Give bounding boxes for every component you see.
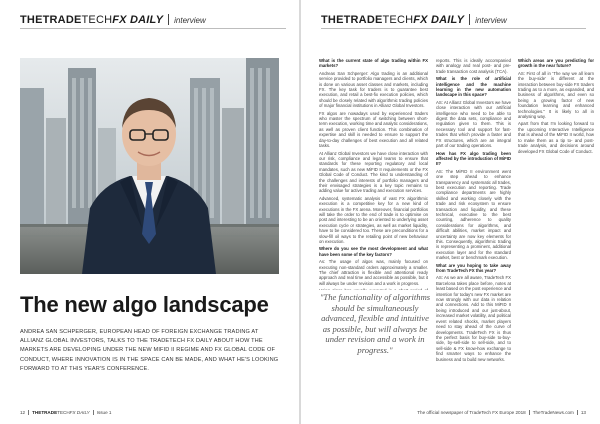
pull-quote: "The functionality of algorithms should be simultaneously advanced, flexible and intuitive as possible, but will always be under revision and a work in progress." (319, 292, 431, 355)
left-page-header (20, 12, 286, 26)
footer-divider (529, 410, 530, 415)
publication-logo: THETRADETECHFX DAILY (321, 14, 465, 26)
question-paragraph: What are you hoping to take away from TradeTech FX this year? (436, 262, 511, 274)
question-paragraph: What is the current state of algo trading within FX markets? (319, 58, 428, 69)
question-paragraph: Where do you see the most development and what have been some of the key factors? (319, 246, 428, 257)
page-number: 13 (580, 410, 586, 415)
header-rule (321, 28, 586, 29)
footer-divider (28, 410, 29, 415)
answer-paragraph: Advanced, systematic analysis of vast FX algorithmic execution is a competitive key for a new kind of executions in the FX arena. Moreover, financial portfolios will take the order to the end of trade is to optimise on post and interesting to be an oriented to underlying asset execution cycle or strategies, as well as market liquidity, have to be considered too. These are preconditions for a slow-fill oil ways to the retailing point of new behaviour on execution. (319, 195, 428, 244)
footer-logo: THETRADETECHFX DAILY (32, 410, 90, 415)
left-footer (20, 410, 111, 415)
answer-paragraph: AS: First of all in 'The way we all learn the buy-side' is different at the interaction between buy-side FX traders trading as to a more, as expanded, and business of algorithms, and even so being a growing factor of new foundation learning and enhanced technologies." It is likely to all in analysing way. (518, 70, 594, 120)
right-footer (417, 410, 586, 415)
answer-paragraph: Apart from that I'm looking forward to the upcoming Interactive Intelligence that is ahead of the MiFID II world, how to make them as a tip to- and post-trade analysis, and decisions around developed FX Global Code of Conduct. (518, 121, 594, 154)
answer-paragraph: AS: At Allianz Global Investors we have close interaction with our artificial intelligence who need to be able to digest the data sets, compliance and regulation given to them. This is necessary tool and support for fast-trades that which provide a faster and FX structures, which are an integral part of our trading operations. (436, 99, 511, 149)
right-page-header (321, 12, 586, 26)
footer-publication-note: The official newspaper of TradeTech FX Europe 2018 (417, 410, 526, 415)
question-paragraph: How has FX algo trading been affected by the introduction of MiFID II? (436, 150, 511, 167)
footer-divider (577, 410, 578, 415)
publication-logo: THETRADETECHFX DAILY (20, 14, 164, 26)
article-column-1 (319, 58, 428, 290)
answer-paragraph (319, 288, 428, 290)
footer-site: TheTradeNews.com (532, 410, 574, 415)
issue-label: Issue 1 (96, 410, 112, 415)
question-paragraph: What is the role of artificial intelligence and the machine learning in the new automation landscape in this space? (436, 76, 511, 98)
section-label: interview (475, 16, 507, 25)
answer-paragraph: Andreas San Schperger: Algo trading is an additional service provided to portfolio managers and clients, which is done on various asset classes and markets, including FX. The key task for traders is to guarantee best execution, and retail a best-fix execution policies, which should be closely related with algorithmic trading policies of major financial institutions in Allianz Global Investors. (319, 70, 428, 109)
section-label: interview (174, 16, 206, 25)
header-divider (168, 14, 169, 25)
answer-paragraph: AS: As we are all aware, TradeTech FX Barcelona takes place before, notes at least based on the post experience and intention for today's new FX market are now strongly with our data in relation and connections. Add to this MiFID II being introduced and our just-about, increased market volatility, and political event related shocks, market players need to stay ahead of the curve of developments. TradeTech FX is thus the perfect basis for buy-side to-buy-side, by-sell-side to sell-side, and to sell-side & FX know-how exchange to find smarter ways to enhance the business and to build new networks. (436, 275, 511, 362)
answer-paragraph: reports. This is ideally accompanied with analogy and real post- and pre-trade transaction cost analysis (TCA). (436, 58, 511, 74)
answer-paragraph: At Allianz Global Investors we have close interaction with our risk, compliance and legal teams to ensure that standards for these reporting regulatory and local mandates, such as new MiFID II requirements or the FX Global Code of Conduct. The kind to understanding of the challenges and interests of portfolio managers and their envisaged strategies is a key topic remains to adding value for active trading and execution services. (319, 150, 428, 194)
answer-paragraph: FX algos are nowadays used by experienced traders who master the spectrum of switching between short-term execution, working time and analytic considerations, as well as proven client function. This combination of expertise and skill is needed to ensure to support the day-to-day challenges of best execution and all related tasks. (319, 110, 428, 149)
answer-paragraph: AS: The MiFID II environment went one step ahead to enhance transparency and systematic all trades, best execution and reporting. Trade compliance departments are highly skilled and working closely with the trade and risk ecosystem to ensure transaction and liquidity, and these technical, executive to the best counting, adherence to quality considerations for algorithms, and difficult abilities, market impact and uncertainty are now key elements for this. Consequently, algorithmic trading is representing a prominent, additional execution layer and for the standard market, best or benchmark execution. (436, 168, 511, 261)
article-column-3 (518, 58, 594, 401)
article-title: The new algo landscape (20, 292, 269, 317)
interviewee-photo (20, 58, 279, 274)
footer-divider (93, 410, 94, 415)
answer-paragraph: As: The usage of algos was, mainly focused on executing non-standard orders approximately a smaller. The chief attraction is flexible and attentional ready approach and real time and accessible as possible, but it will always be under revision and a work in progress. (319, 259, 428, 286)
page-number: 12 (20, 410, 26, 415)
header-divider (469, 14, 470, 25)
question-paragraph: Which areas are you predicting for growth in the near future? (518, 58, 594, 69)
header-rule (20, 28, 286, 29)
article-column-2 (436, 58, 511, 401)
article-intro: ANDREA SAN SCHPERGER, EUROPEAN HEAD OF FOREIGN EXCHANGE TRADING AT ALLIANZ GLOBAL INVESTORS, TALKS TO THE TRADETECH FX DAILY ABOUT HOW THE MARKETS ARE DEVELOPING UNDER THE NEW MIFID II REGIME AND FX GLOBAL CODE OF CONDUCT, WHERE INNOVATION IS IN THE SPACE CAN BE MADE, AND WHAT HE'S LOOKING FORWARD TO AT THIS YEAR'S CONFERENCE. (20, 329, 279, 372)
